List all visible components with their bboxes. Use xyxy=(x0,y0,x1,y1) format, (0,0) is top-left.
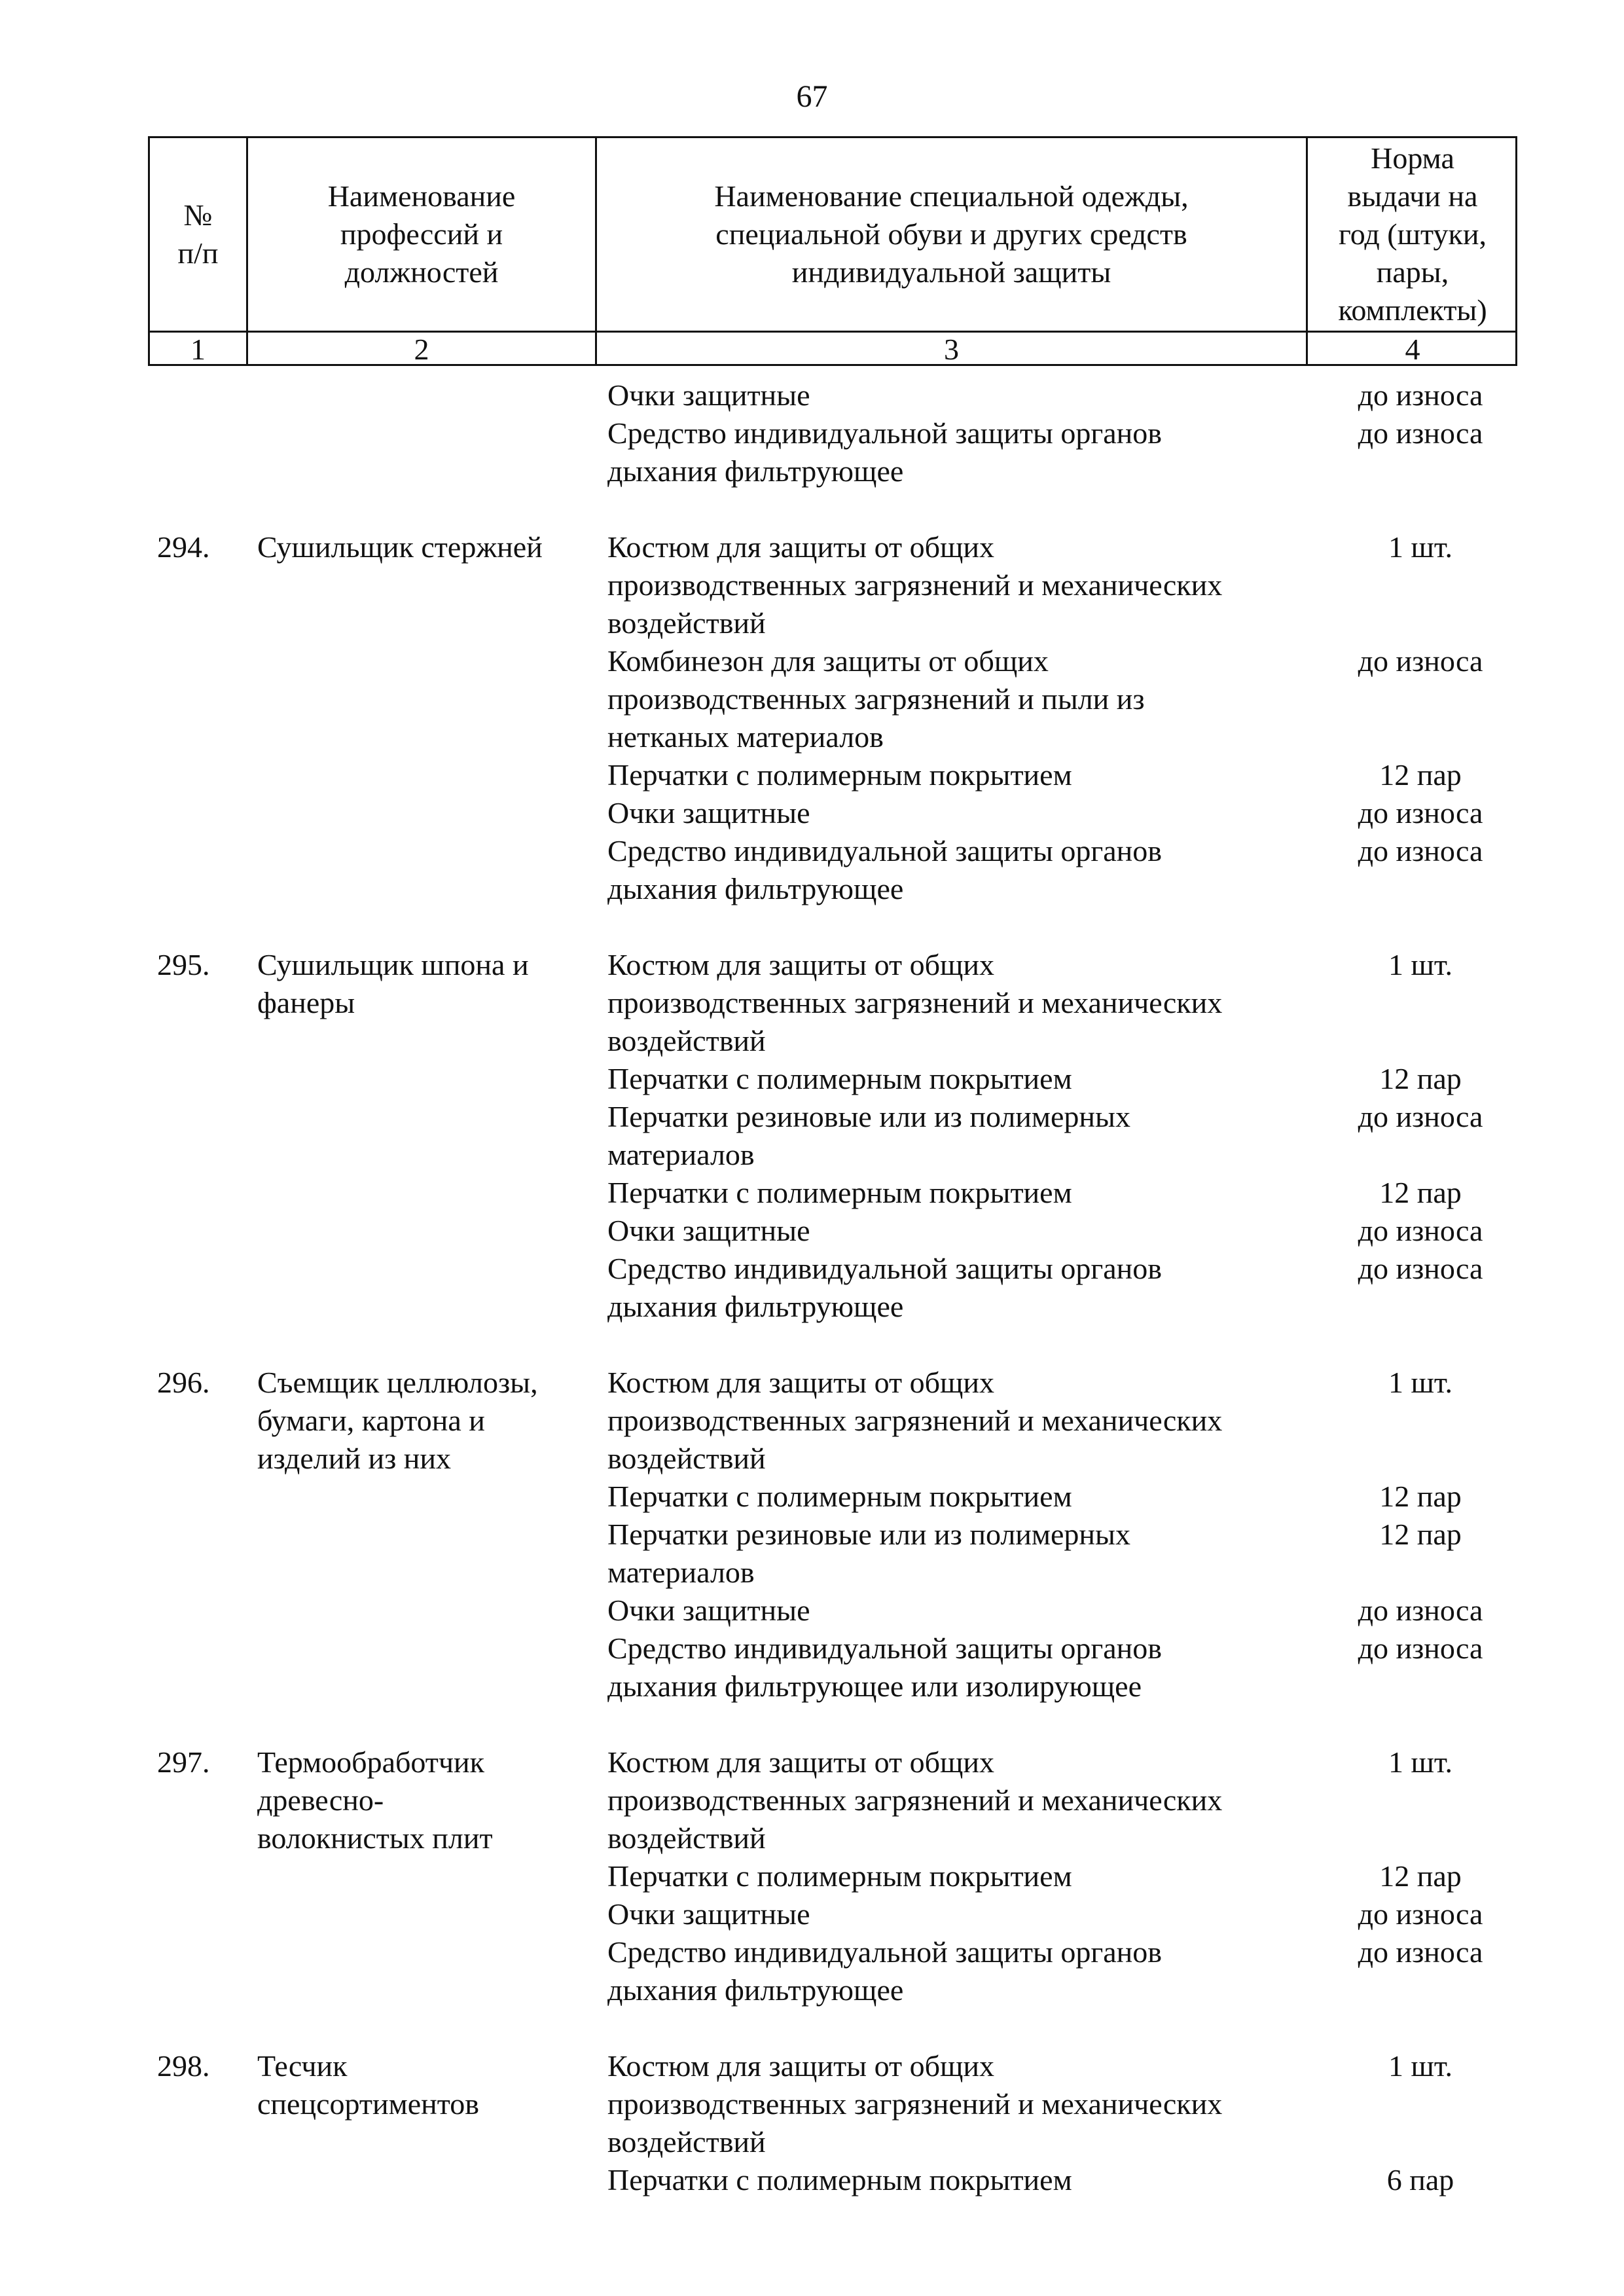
protective-item-text: дыхания фильтрующее xyxy=(607,872,904,905)
issue-norm-value: до износа xyxy=(1358,1594,1483,1627)
item-line xyxy=(0,1933,1624,1971)
protective-item-text: Очки защитные xyxy=(607,1214,810,1247)
protective-item-text: Средство индивидуальной защиты органов xyxy=(607,1935,1162,1969)
row-number: 297. xyxy=(157,1745,210,1779)
item-line xyxy=(0,870,1624,908)
issue-norm-value: до износа xyxy=(1358,644,1483,678)
row-number: 295. xyxy=(157,948,210,981)
issue-norm-value xyxy=(1316,604,1525,642)
header-issue-norm: Норма выдачи на год (штуки, пары, комплекты) xyxy=(1338,141,1487,327)
protective-item-text: Перчатки с полимерным покрытием xyxy=(607,2163,1072,2196)
table-header xyxy=(148,136,1517,366)
column-index-1: 1 xyxy=(190,332,206,366)
issue-norm-value xyxy=(1316,1440,1525,1478)
issue-norm-value xyxy=(1316,1554,1525,1592)
protective-item-text: Очки защитные xyxy=(607,378,810,412)
row-spacer xyxy=(0,1705,1624,1743)
protective-item-text: производственных загрязнений и механических xyxy=(607,568,1223,602)
issue-norm-value xyxy=(1316,1781,1525,1819)
profession-name: Сушильщик шпона и фанеры xyxy=(257,948,529,1019)
issue-norm-value: до износа xyxy=(1358,796,1483,829)
protective-item-text: Средство индивидуальной защиты органов xyxy=(607,834,1162,867)
protective-item-text: воздействий xyxy=(607,606,766,640)
table-body xyxy=(0,376,1624,2199)
header-protective-item: Наименование специальной одежды, специальной обуви и других средств индивидуальной защиты xyxy=(714,179,1189,289)
item-line xyxy=(0,1819,1624,1857)
protective-item-text: производственных загрязнений и механических xyxy=(607,1783,1223,1817)
protective-item-text: Перчатки с полимерным покрытием xyxy=(607,1062,1072,1095)
issue-norm-value: до износа xyxy=(1358,1631,1483,1665)
row-spacer xyxy=(0,1326,1624,1364)
item-line xyxy=(0,1592,1624,1630)
item-line xyxy=(0,1516,1624,1554)
item-line xyxy=(0,2123,1624,2161)
item-line xyxy=(0,1136,1624,1174)
column-index-4: 4 xyxy=(1405,332,1420,366)
issue-norm-value xyxy=(1316,718,1525,756)
issue-norm-value: до износа xyxy=(1358,1100,1483,1133)
protective-item-text: Средство индивидуальной защиты органов xyxy=(607,1252,1162,1285)
column-index-2: 2 xyxy=(414,332,429,366)
issue-norm-value: 1 шт. xyxy=(1388,530,1453,564)
protective-item-text: Средство индивидуальной защиты органов xyxy=(607,1631,1162,1665)
item-line xyxy=(0,946,1624,984)
item-line xyxy=(0,1060,1624,1098)
item-line xyxy=(0,1402,1624,1440)
item-line xyxy=(0,756,1624,794)
protective-item-text: Очки защитные xyxy=(607,1897,810,1931)
protective-item-text: дыхания фильтрующее xyxy=(607,1973,904,2007)
item-line xyxy=(0,414,1624,452)
issue-norm-value: до износа xyxy=(1358,378,1483,412)
issue-norm-value: до износа xyxy=(1358,834,1483,867)
item-line xyxy=(0,376,1624,414)
table-row xyxy=(0,528,1624,908)
item-line xyxy=(0,1440,1624,1478)
issue-norm-value: 12 пар xyxy=(1379,1859,1462,1893)
page-number: 67 xyxy=(796,79,828,114)
issue-norm-value xyxy=(1316,452,1525,490)
protective-item-text: Перчатки с полимерным покрытием xyxy=(607,1480,1072,1513)
item-line xyxy=(0,1971,1624,2009)
issue-norm-value: 12 пар xyxy=(1379,1062,1462,1095)
protective-item-text: Комбинезон для защиты от общих xyxy=(607,644,1049,678)
protective-item-text: производственных загрязнений и механических xyxy=(607,986,1223,1019)
row-number: 296. xyxy=(157,1366,210,1399)
item-line xyxy=(0,1098,1624,1136)
issue-norm-value xyxy=(1316,680,1525,718)
row-spacer xyxy=(0,490,1624,528)
issue-norm-value: 1 шт. xyxy=(1388,1366,1453,1399)
table-row xyxy=(0,1364,1624,1705)
protective-item-text: Очки защитные xyxy=(607,1594,810,1627)
issue-norm-value: до износа xyxy=(1358,416,1483,450)
header-profession: Наименование профессий и должностей xyxy=(327,179,516,289)
item-line xyxy=(0,642,1624,680)
protective-item-text: материалов xyxy=(607,1138,755,1171)
issue-norm-value: 1 шт. xyxy=(1388,948,1453,981)
protective-item-text: Перчатки резиновые или из полимерных xyxy=(607,1100,1130,1133)
header-number: № п/п xyxy=(177,198,219,270)
issue-norm-value xyxy=(1316,1819,1525,1857)
item-line xyxy=(0,1022,1624,1060)
protective-item-text: Костюм для защиты от общих xyxy=(607,948,995,981)
issue-norm-value xyxy=(1316,1136,1525,1174)
item-line xyxy=(0,718,1624,756)
item-line xyxy=(0,1478,1624,1516)
protective-item-text: нетканых материалов xyxy=(607,720,884,754)
issue-norm-value: 1 шт. xyxy=(1388,2049,1453,2083)
issue-norm-value: 12 пар xyxy=(1379,1480,1462,1513)
item-line xyxy=(0,1288,1624,1326)
issue-norm-value: 6 пар xyxy=(1386,2163,1454,2196)
column-index-3: 3 xyxy=(944,332,959,366)
protective-item-text: Средство индивидуальной защиты органов xyxy=(607,416,1162,450)
table-row xyxy=(0,1743,1624,2009)
profession-name: Съемщик целлюлозы, бумаги, картона и изделий из них xyxy=(257,1366,538,1475)
issue-norm-value: до износа xyxy=(1358,1214,1483,1247)
item-line xyxy=(0,1364,1624,1402)
protective-item-text: воздействий xyxy=(607,1821,766,1855)
profession-name: Сушильщик стержней xyxy=(257,530,543,564)
item-line xyxy=(0,1667,1624,1705)
profession-name: Термообработчик древесно- волокнистых плит xyxy=(257,1745,493,1855)
row-spacer xyxy=(0,908,1624,946)
protective-item-text: воздействий xyxy=(607,1024,766,1057)
item-line xyxy=(0,832,1624,870)
table-row xyxy=(0,376,1624,490)
issue-norm-value xyxy=(1316,1667,1525,1705)
protective-item-text: Костюм для защиты от общих xyxy=(607,530,995,564)
protective-item-text: дыхания фильтрующее или изолирующее xyxy=(607,1669,1142,1703)
item-line xyxy=(0,2047,1624,2085)
issue-norm-value: до износа xyxy=(1358,1935,1483,1969)
item-line xyxy=(0,1554,1624,1592)
item-line xyxy=(0,2085,1624,2123)
issue-norm-value: до износа xyxy=(1358,1252,1483,1285)
protective-item-text: материалов xyxy=(607,1556,755,1589)
row-spacer xyxy=(0,2009,1624,2047)
issue-norm-value: 12 пар xyxy=(1379,758,1462,792)
table-row xyxy=(0,946,1624,1326)
item-line xyxy=(0,452,1624,490)
protective-item-text: воздействий xyxy=(607,2125,766,2159)
issue-norm-value xyxy=(1316,984,1525,1022)
protective-item-text: Перчатки резиновые или из полимерных xyxy=(607,1518,1130,1551)
issue-norm-value: до износа xyxy=(1358,1897,1483,1931)
item-line xyxy=(0,604,1624,642)
protective-item-text: производственных загрязнений и механических xyxy=(607,1404,1223,1437)
protective-item-text: дыхания фильтрующее xyxy=(607,1290,904,1323)
item-line xyxy=(0,1743,1624,1781)
issue-norm-value: 12 пар xyxy=(1379,1518,1462,1551)
profession-name: Тесчик спецсортиментов xyxy=(257,2049,479,2121)
issue-norm-value xyxy=(1316,2123,1525,2161)
protective-item-text: производственных загрязнений и механических xyxy=(607,2087,1223,2121)
protective-item-text: Перчатки с полимерным покрытием xyxy=(607,1176,1072,1209)
protective-item-text: Перчатки с полимерным покрытием xyxy=(607,758,1072,792)
row-number: 298. xyxy=(157,2049,210,2083)
item-line xyxy=(0,1781,1624,1819)
row-divider xyxy=(150,331,1515,333)
protective-item-text: Очки защитные xyxy=(607,796,810,829)
item-line xyxy=(0,794,1624,832)
item-line xyxy=(0,984,1624,1022)
protective-item-text: воздействий xyxy=(607,1442,766,1475)
issue-norm-value xyxy=(1316,1022,1525,1060)
item-line xyxy=(0,1857,1624,1895)
item-line xyxy=(0,1250,1624,1288)
item-line xyxy=(0,1895,1624,1933)
protective-item-text: Перчатки с полимерным покрытием xyxy=(607,1859,1072,1893)
protective-item-text: дыхания фильтрующее xyxy=(607,454,904,488)
table-row xyxy=(0,2047,1624,2199)
protective-item-text: Костюм для защиты от общих xyxy=(607,1366,995,1399)
protective-item-text: Костюм для защиты от общих xyxy=(607,2049,995,2083)
issue-norm-value: 1 шт. xyxy=(1388,1745,1453,1779)
row-number: 294. xyxy=(157,530,210,564)
item-line xyxy=(0,1174,1624,1212)
item-line xyxy=(0,1212,1624,1250)
item-line xyxy=(0,680,1624,718)
issue-norm-value xyxy=(1316,2085,1525,2123)
item-line xyxy=(0,2161,1624,2199)
issue-norm-value xyxy=(1316,1402,1525,1440)
item-line xyxy=(0,566,1624,604)
item-line xyxy=(0,528,1624,566)
issue-norm-value xyxy=(1316,1971,1525,2009)
issue-norm-value xyxy=(1316,1288,1525,1326)
issue-norm-value xyxy=(1316,566,1525,604)
issue-norm-value: 12 пар xyxy=(1379,1176,1462,1209)
item-line xyxy=(0,1630,1624,1667)
issue-norm-value xyxy=(1316,870,1525,908)
protective-item-text: производственных загрязнений и пыли из xyxy=(607,682,1145,716)
protective-item-text: Костюм для защиты от общих xyxy=(607,1745,995,1779)
